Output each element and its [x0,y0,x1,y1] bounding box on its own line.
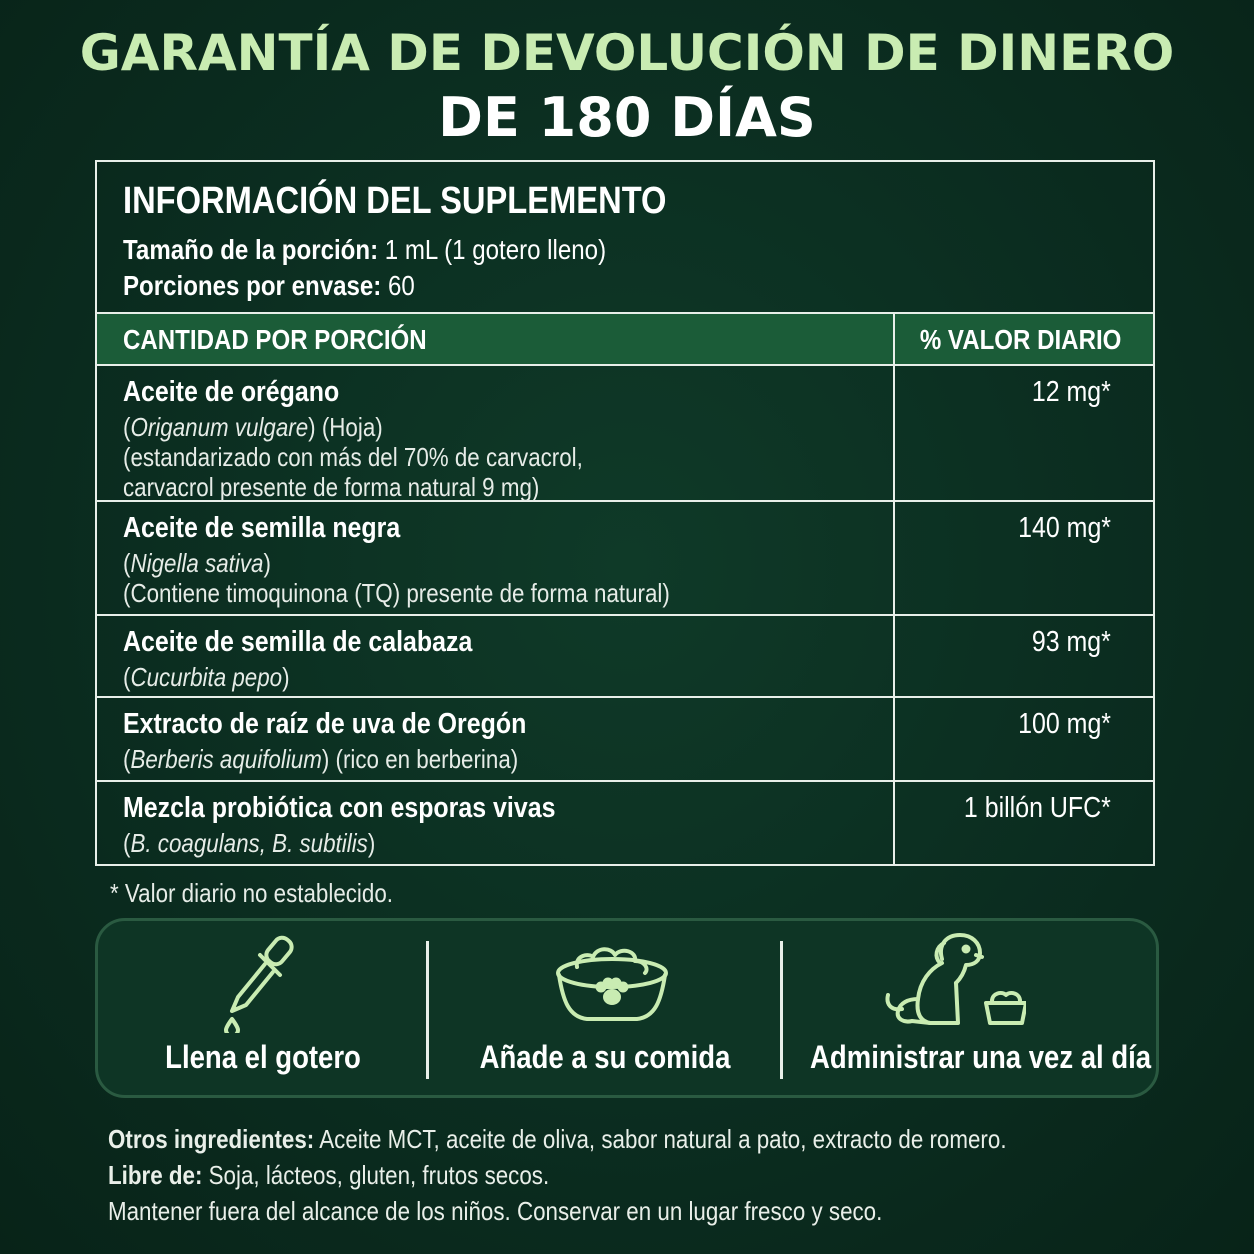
ingredient-detail: (estandarizado con más del 70% de carvacrol, [123,442,583,472]
amount-column-header: CANTIDAD POR PORCIÓN [123,324,427,355]
ingredient-name: Aceite de orégano [123,376,340,408]
facts-title: INFORMACIÓN DEL SUPLEMENTO [123,180,667,222]
daily-value-column-header: % VALOR DIARIO [919,324,1121,355]
ingredient-name: Aceite de semilla de calabaza [123,626,473,658]
ingredient-latin: (B. coagulans, B. subtilis) [123,828,376,858]
facts-header [97,162,1153,314]
column-header-row [97,314,1153,366]
ingredient-amount: 140 mg* [1018,512,1111,544]
ingredient-latin: (Cucurbita pepo) [123,662,290,692]
dog-with-bowl-icon [880,929,1026,1029]
ingredient-latin: (Origanum vulgare) (Hoja) [123,412,383,442]
ingredient-row [97,616,1153,698]
ingredient-detail: (Contiene timoquinona (TQ) presente de forma natural) [123,578,670,608]
ingredient-amount: 93 mg* [1031,626,1111,658]
ingredient-row [97,782,1153,866]
ingredient-name: Aceite de semilla negra [123,512,401,544]
ingredient-name: Extracto de raíz de uva de Oregón [123,708,527,740]
guarantee-title: GARANTÍA DE DEVOLUCIÓN DE DINERO [79,24,1175,82]
footnote: * Valor diario no establecido. [110,878,393,908]
guarantee-days: DE 180 DÍAS [438,86,816,149]
ingredient-row [97,366,1153,502]
step-divider [780,941,783,1079]
step-label: Llena el gotero [165,1039,361,1075]
servings-per-container: Porciones por envase: 60 [123,270,415,301]
ingredient-latin: (Berberis aquifolium) (rico en berberina) [123,744,519,774]
step-fill-dropper [98,921,428,1095]
ingredient-detail: carvacrol presente de forma natural 9 mg) [123,472,540,502]
food-bowl-icon [553,941,671,1025]
dropper-icon [218,933,298,1033]
step-label: Administrar una vez al día [810,1039,1152,1075]
step-once-daily [784,921,1156,1095]
ingredient-latin: (Nigella sativa) [123,548,271,578]
ingredient-name: Mezcla probiótica con esporas vivas [123,792,556,824]
storage-warning: Mantener fuera del alcance de los niños. Conservar en un lugar fresco y seco. [108,1196,883,1226]
step-add-to-food [429,921,781,1095]
serving-size: Tamaño de la porción: 1 mL (1 gotero lleno) [123,234,607,265]
ingredient-amount: 100 mg* [1018,708,1111,740]
usage-steps [95,918,1159,1098]
free-from: Libre de: Soja, lácteos, gluten, frutos secos. [108,1160,550,1190]
other-ingredients: Otros ingredientes: Aceite MCT, aceite de oliva, sabor natural a pato, extracto de romero. [108,1124,1007,1154]
ingredient-amount: 12 mg* [1031,376,1111,408]
step-label: Añade a su comida [479,1039,731,1075]
ingredient-row [97,698,1153,782]
supplement-facts-panel [95,160,1155,866]
ingredient-amount: 1 billón UFC* [964,792,1111,824]
ingredient-row [97,502,1153,616]
